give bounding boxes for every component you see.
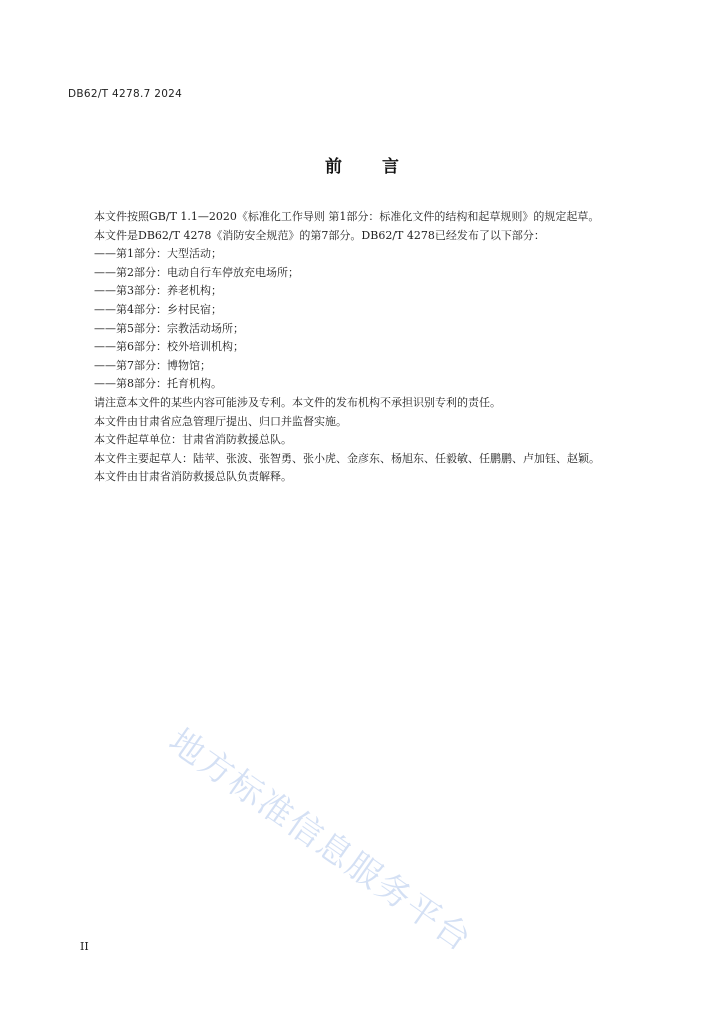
document-code: DB62/T 4278.7 2024	[68, 88, 183, 100]
paragraph-drafting-unit: 本文件起草单位：甘肃省消防救援总队。	[94, 433, 292, 447]
list-item: ——第4部分：乡村民宿；	[94, 302, 222, 316]
list-item: ——第2部分：电动自行车停放充电场所；	[94, 265, 299, 279]
list-item: ——第3部分：养老机构；	[94, 284, 222, 298]
page-number: II	[80, 940, 89, 953]
parts-list	[58, 245, 668, 394]
paragraph-interpretation: 本文件由甘肃省消防救援总队负责解释。	[94, 470, 292, 484]
list-item: ——第5部分：宗教活动场所；	[94, 321, 244, 335]
paragraph-drafting-rules: 本文件按照GB/T 1.1—2020《标准化工作导则 第1部分：标准化文件的结构和起草规则》的规定起草。	[94, 210, 600, 223]
list-item: ——第7部分：博物馆；	[94, 358, 211, 372]
list-item: ——第6部分：校外培训机构；	[94, 340, 244, 354]
watermark-text: 地方标准信息服务平台	[161, 720, 480, 961]
paragraph-drafters: 本文件主要起草人：陆苹、张波、张智勇、张小虎、金彦东、杨旭东、任毅敏、任鹏鹏、卢加钰、赵颖。	[94, 451, 600, 465]
paragraph-patent-notice: 请注意本文件的某些内容可能涉及专利。本文件的发布机构不承担识别专利的责任。	[94, 395, 501, 409]
page-title: 前言	[325, 157, 439, 177]
list-item: ——第1部分：大型活动；	[94, 247, 222, 261]
paragraph-series-intro: 本文件是DB62/T 4278《消防安全规范》的第7部分。DB62/T 4278已经发布了以下部分：	[94, 228, 545, 242]
document-body	[58, 208, 668, 487]
list-item: ——第8部分：托育机构。	[94, 377, 222, 391]
paragraph-proposer: 本文件由甘肃省应急管理厅提出、归口并监督实施。	[94, 414, 347, 428]
